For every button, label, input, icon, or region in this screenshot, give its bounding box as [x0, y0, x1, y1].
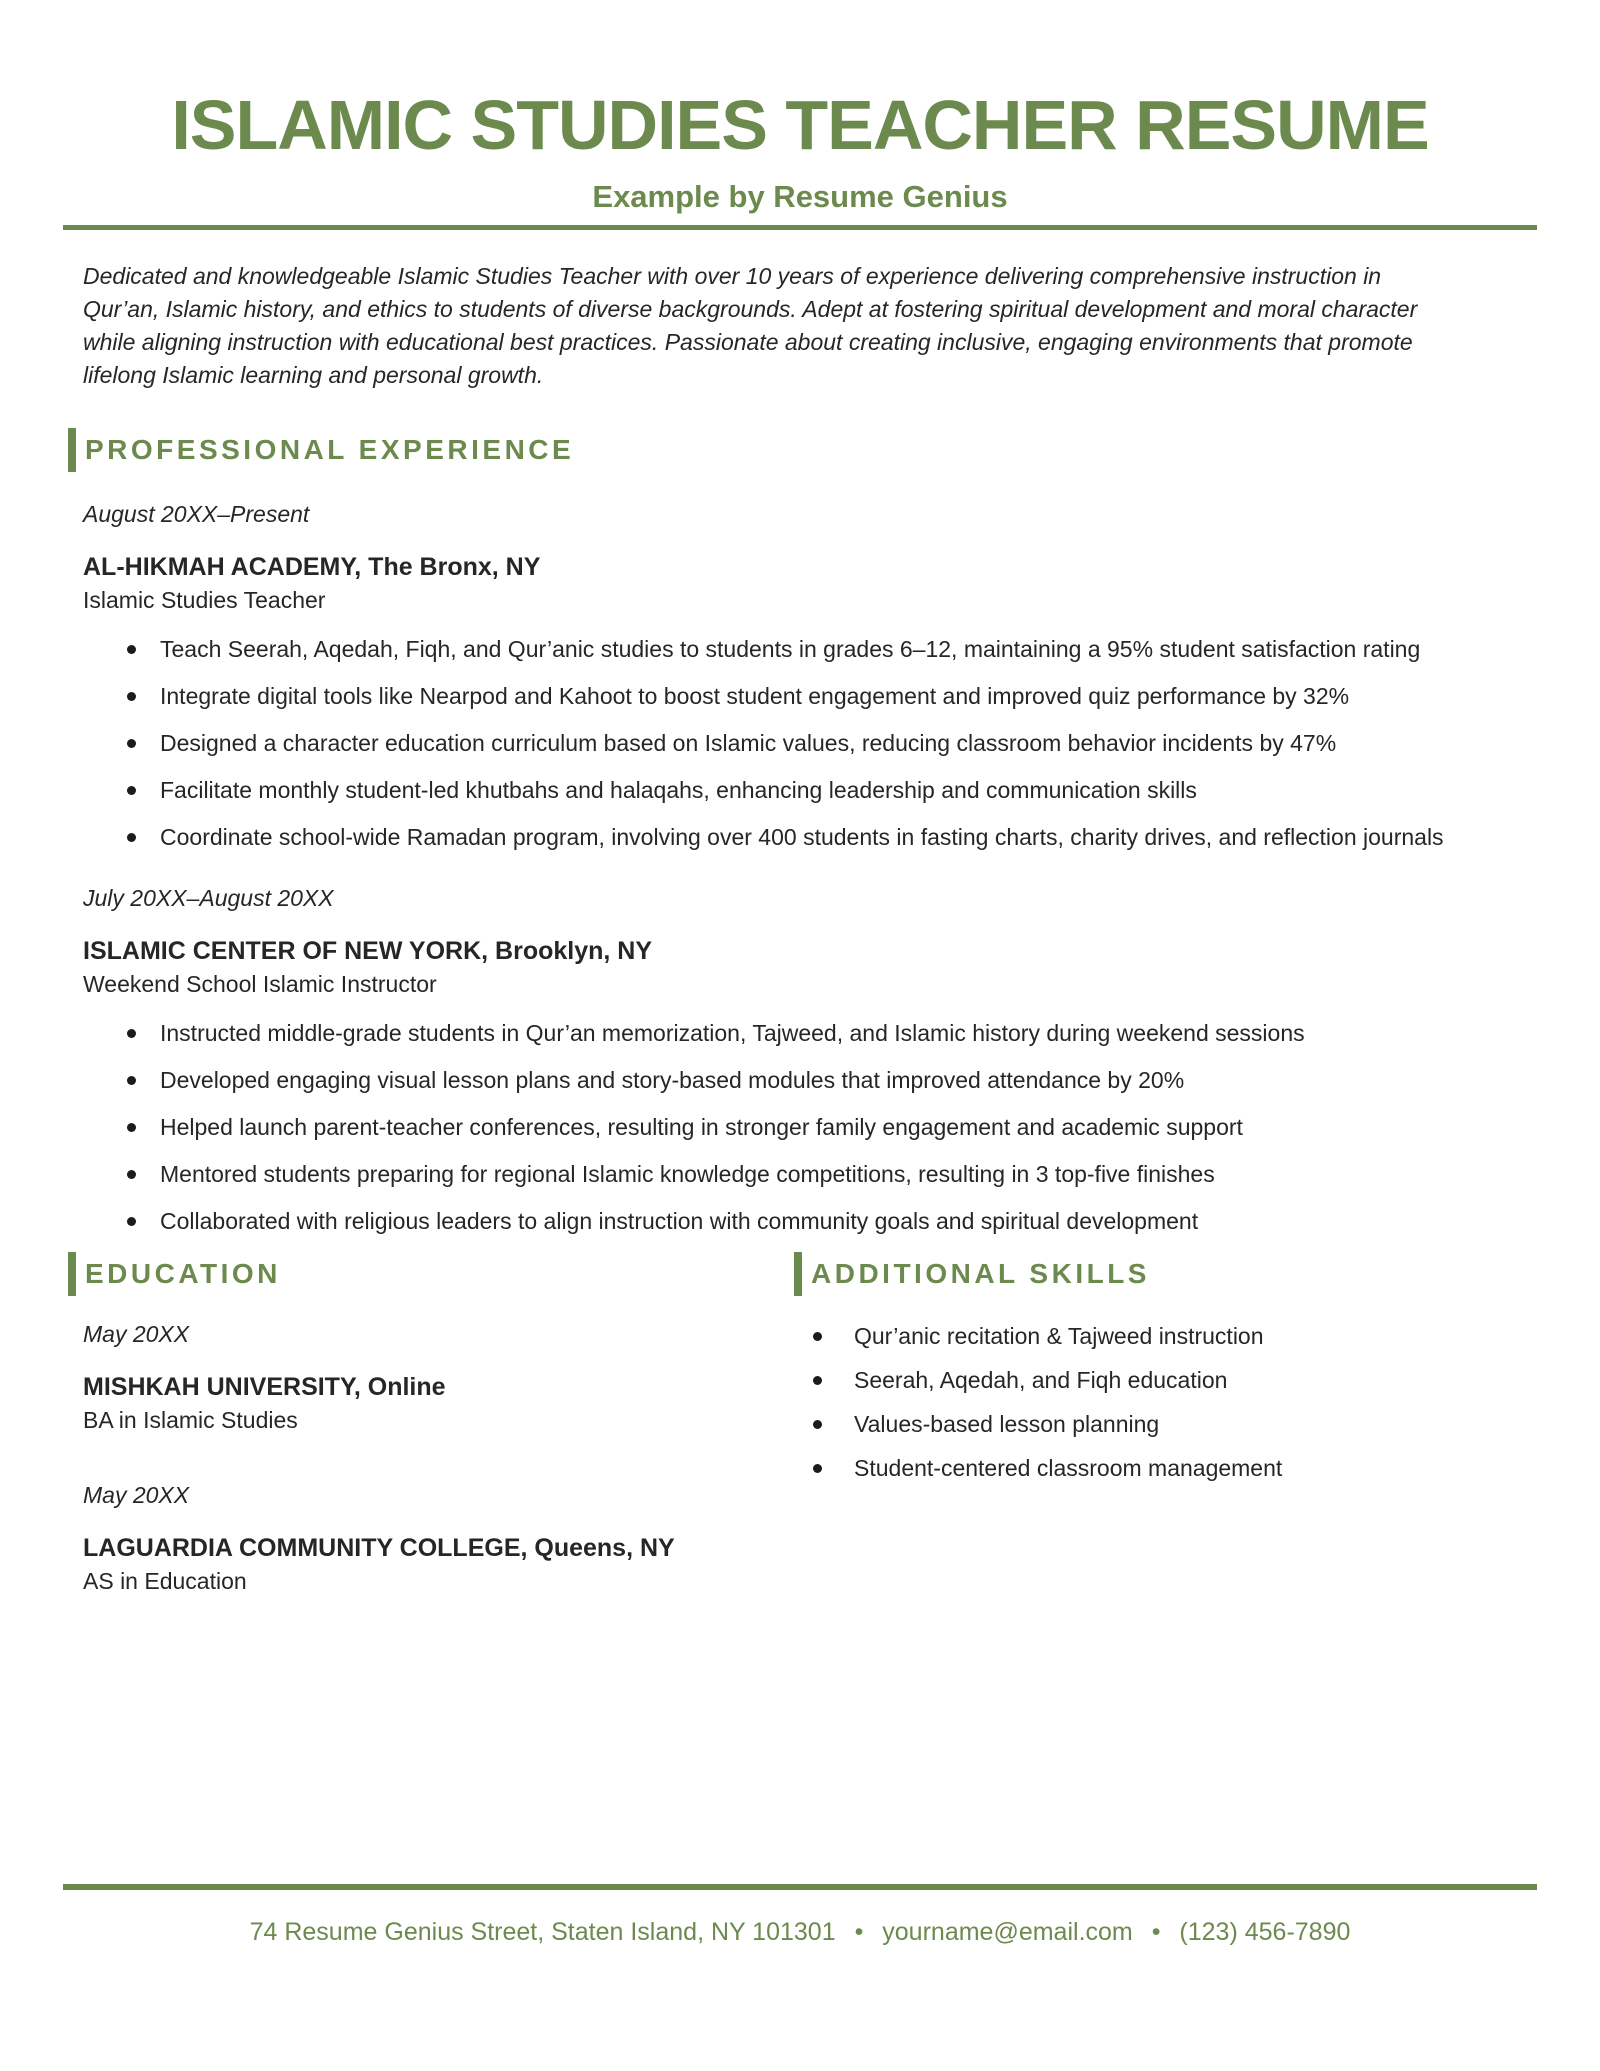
education-entry [0, 1318, 794, 1437]
bullet-item: Mentored students preparing for regional Islamic knowledge competitions, resulting in 3 top-five finishes [160, 1158, 1510, 1191]
job-entry [0, 498, 1600, 854]
footer-phone: (123) 456-7890 [1179, 1918, 1351, 1946]
bullet-item: Integrate digital tools like Nearpod and Kahoot to boost student engagement and improved quiz performance by 32% [160, 680, 1510, 713]
section-accent-bar [68, 428, 76, 472]
job-employer: ISLAMIC CENTER OF NEW YORK, Brooklyn, NY [83, 937, 653, 965]
education-degree: BA in Islamic Studies [83, 1407, 298, 1433]
bullet-item: Instructed middle-grade students in Qur’an memorization, Tajweed, and Islamic history during weekend sessions [160, 1017, 1510, 1050]
section-education [0, 1252, 794, 1598]
job-dates: July 20XX–August 20XX [83, 885, 334, 911]
job-role: Weekend School Islamic Instructor [83, 971, 437, 997]
footer-email[interactable]: yourname@email.com [882, 1918, 1133, 1946]
job-dates: August 20XX–Present [83, 501, 310, 527]
job-entry [0, 882, 1600, 1238]
skills-list [794, 1320, 1600, 1485]
education-dates: May 20XX [83, 1321, 190, 1347]
footer-separator-dot: • [1151, 1918, 1161, 1946]
bullet-item: Collaborated with religious leaders to align instruction with community goals and spiritual development [160, 1205, 1510, 1238]
education-degree: AS in Education [83, 1568, 247, 1594]
additional-skills-header [794, 1252, 1600, 1296]
education-entry [0, 1479, 794, 1598]
resume-header [0, 0, 1600, 230]
job-employer: AL-HIKMAH ACADEMY, The Bronx, NY [83, 553, 541, 581]
bullet-item: Coordinate school-wide Ramadan program, involving over 400 students in fasting charts, charity drives, and reflection journals [160, 821, 1510, 854]
summary-paragraph: Dedicated and knowledgeable Islamic Studies Teacher with over 10 years of experience delivering comprehensive instruction in Qur’an, Islamic history, and ethics to students of diverse backgrounds. Adept at fostering spiritual development and moral character while aligning instruction with educational best practices. Passionate about creating inclusive, engaging environments that promote lifelong Islamic learning and personal growth. [83, 263, 1418, 388]
education-school: MISHKAH UNIVERSITY, Online [83, 1373, 446, 1401]
job-role: Islamic Studies Teacher [83, 587, 326, 613]
footer-separator-dot: • [854, 1918, 864, 1946]
bullet-item: Helped launch parent-teacher conferences, resulting in stronger family engagement and academic support [160, 1111, 1510, 1144]
section-heading-label: ADDITIONAL SKILLS [811, 1258, 1150, 1289]
section-additional-skills [794, 1252, 1600, 1598]
section-accent-bar [794, 1252, 802, 1296]
section-heading-label: EDUCATION [85, 1258, 281, 1289]
page-title: ISLAMIC STUDIES TEACHER RESUME [171, 86, 1429, 164]
bullet-item: Developed engaging visual lesson plans and story-based modules that improved attendance by 20% [160, 1064, 1510, 1097]
section-accent-bar [68, 1252, 76, 1296]
footer-address: 74 Resume Genius Street, Staten Island, NY 101301 [249, 1918, 836, 1946]
page-subtitle: Example by Resume Genius [592, 179, 1008, 214]
bullet-item: Facilitate monthly student-led khutbahs and halaqahs, enhancing leadership and communication skills [160, 774, 1510, 807]
section-professional-experience [0, 428, 1600, 1238]
footer-contact-line [63, 1916, 1537, 1948]
education-school: LAGUARDIA COMMUNITY COLLEGE, Queens, NY [83, 1534, 675, 1562]
professional-experience-header [68, 428, 1600, 472]
header-divider [63, 225, 1537, 230]
job-bullet-list [0, 1017, 1510, 1238]
education-header [68, 1252, 794, 1296]
skill-item: Student-centered classroom management [854, 1452, 1600, 1485]
skill-item: Values-based lesson planning [854, 1408, 1600, 1441]
job-bullet-list [0, 633, 1510, 854]
bullet-item: Designed a character education curriculum based on Islamic values, reducing classroom behavior incidents by 47% [160, 727, 1510, 760]
skill-item: Seerah, Aqedah, and Fiqh education [854, 1364, 1600, 1397]
footer-divider [63, 1884, 1537, 1890]
education-dates: May 20XX [83, 1482, 190, 1508]
bottom-columns [0, 1252, 1600, 1598]
resume-footer [63, 1884, 1537, 1948]
section-heading-label: PROFESSIONAL EXPERIENCE [85, 434, 575, 465]
bullet-item: Teach Seerah, Aqedah, Fiqh, and Qur’anic studies to students in grades 6–12, maintaining a 95% student satisfaction rating [160, 633, 1510, 666]
skill-item: Qur’anic recitation & Tajweed instruction [854, 1320, 1600, 1353]
